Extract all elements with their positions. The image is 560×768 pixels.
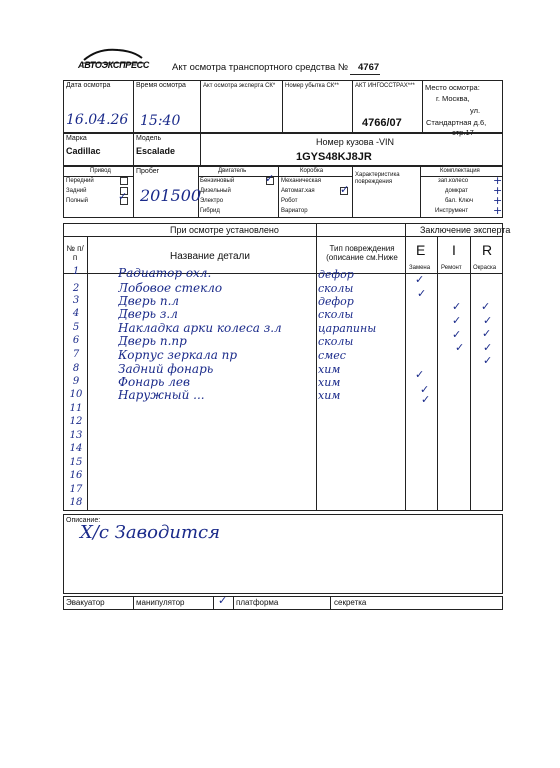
drive-full-check-icon: ✓ — [118, 190, 128, 203]
time-label: Время осмотра — [136, 82, 186, 89]
kit-tools-plus-icon: + — [493, 204, 503, 217]
damage-type: хим — [318, 363, 341, 376]
part-name: Наружный ... — [118, 388, 205, 402]
replace-check-icon: ✓ — [415, 368, 425, 381]
row-number: 15 — [69, 457, 83, 468]
part-name: Радиатор охл. — [118, 266, 212, 280]
gearbox-label: Коробка — [300, 168, 324, 174]
row-number: 7 — [72, 349, 80, 360]
row-number: 11 — [69, 403, 83, 414]
paint-check-icon: ✓ — [483, 341, 493, 354]
section-label: При осмотре установлено — [170, 225, 279, 235]
document-title: Акт осмотра транспортного средства № — [172, 62, 349, 73]
col-i-sub: Ремонт — [441, 265, 462, 271]
gearbox-auto-check-icon: ✓ — [340, 183, 350, 196]
place-street: ул. — [470, 106, 481, 115]
damage-type: хим — [318, 389, 341, 402]
col-r-header: R — [482, 242, 493, 258]
kit-spare-plus-icon: + — [493, 174, 503, 187]
col-e-header: E — [416, 242, 426, 258]
repair-check-icon: ✓ — [452, 328, 462, 341]
row-number: 6 — [72, 335, 80, 346]
col-i-header: I — [452, 242, 456, 258]
replace-check-icon: ✓ — [417, 287, 427, 300]
row-number: 1 — [72, 266, 80, 277]
damage-char-label: Характеристика повреждения — [355, 172, 400, 185]
gearbox-item-auto: Автомат.хая — [281, 188, 315, 194]
row-number: 14 — [69, 443, 83, 454]
row-number: 16 — [69, 470, 83, 481]
replace-check-icon: ✓ — [415, 273, 425, 286]
part-name: Дверь з.л — [118, 307, 178, 321]
mileage-label: Пробег — [136, 168, 160, 175]
col-e-sub: Замена — [409, 265, 431, 271]
kit-item-spare: зап.колесо — [438, 178, 469, 184]
drive-label: Привод — [90, 168, 111, 174]
row-number: 3 — [72, 295, 80, 306]
kit-label: Комплектация — [440, 168, 480, 174]
part-name: Лобовое стекло — [118, 281, 223, 295]
row-number: 10 — [69, 389, 83, 400]
act-number: 4767 — [358, 62, 380, 73]
repair-check-icon: ✓ — [452, 300, 462, 313]
damage-type: дефор — [318, 268, 354, 281]
gearbox-item-variator: Вариатор — [281, 208, 308, 214]
kit-jack-plus-icon: + — [493, 184, 503, 197]
place-label: Место осмотра: — [425, 83, 480, 92]
col-r-sub: Окраска — [473, 265, 497, 271]
row-number: 13 — [69, 430, 83, 441]
repair-check-icon: ✓ — [452, 314, 462, 327]
part-name: Фонарь лев — [118, 375, 190, 389]
damage-type: сколы — [318, 335, 354, 348]
ingos-value: 4766/07 — [362, 117, 402, 129]
row-number: 9 — [72, 376, 80, 387]
damage-type: царапины — [318, 322, 377, 335]
row-number: 2 — [72, 283, 80, 294]
ingos-label: АКТ ИНГОССТРАХ*** — [355, 83, 415, 89]
make-label: Марка — [66, 135, 87, 142]
col-no-header: № п/п — [66, 244, 84, 262]
paint-check-icon: ✓ — [482, 327, 492, 340]
conclusion-label: Заключение эксперта — [420, 225, 511, 235]
kit-item-jack: домкрат — [445, 188, 468, 194]
part-name: Задний фонарь — [118, 362, 214, 376]
paint-check-icon: ✓ — [483, 354, 493, 367]
place-city: г. Москва, — [436, 94, 470, 103]
damage-type: сколы — [318, 282, 354, 295]
replace-check-icon: ✓ — [421, 393, 431, 406]
secret-label: секретка — [334, 598, 367, 607]
damage-type: сколы — [318, 308, 354, 321]
mileage-value: 201500 — [140, 186, 202, 205]
paint-check-icon: ✓ — [481, 300, 491, 313]
evac-label: Эвакуатор — [66, 598, 105, 607]
description-text: Х/с Заводится — [80, 522, 221, 543]
platform-check-icon: ✓ — [218, 594, 228, 607]
damage-type: смес — [318, 349, 346, 362]
row-number: 17 — [69, 484, 83, 495]
engine-item-diesel: Дизельный — [200, 188, 231, 194]
damage-type: дефор — [318, 295, 354, 308]
expert-label: Акт осмотра эксперта СК* — [203, 83, 276, 89]
col-damage-header: Тип повреждения (описание см.Ниже — [326, 244, 398, 262]
part-name: Накладка арки колеса з.л — [118, 321, 282, 335]
gearbox-item-robot: Робот — [281, 198, 298, 204]
part-name: Дверь п.л — [118, 294, 180, 308]
row-number: 12 — [69, 416, 83, 427]
platform-label: платформа — [236, 598, 279, 607]
model-label: Модель — [136, 135, 162, 142]
gearbox-item-manual: Механическая — [281, 178, 322, 184]
vin-value: 1GYS48KJ8JR — [296, 151, 372, 163]
engine-label: Двигатель — [218, 168, 247, 174]
date-label: Дата осмотра — [66, 82, 111, 89]
engine-item-petrol: Бензиновый — [200, 178, 235, 184]
row-number: 4 — [72, 308, 80, 319]
damage-type: хим — [318, 376, 341, 389]
make-value: Cadillac — [66, 146, 101, 156]
kit-wrench-plus-icon: + — [493, 194, 503, 207]
date-value: 16.04.26 — [66, 112, 129, 128]
row-number: 5 — [72, 322, 80, 333]
engine-item-electro: Электро — [200, 198, 224, 204]
kit-item-tools: Инструмент — [435, 208, 469, 214]
place-address: Стандартная д.6, — [426, 118, 487, 127]
time-value: 15:40 — [140, 113, 181, 129]
replace-check-icon: ✓ — [420, 383, 430, 396]
logo-text: АВТОЭКСПРЕСС — [78, 60, 150, 70]
part-name: Корпус зеркала пр — [118, 348, 238, 362]
paint-check-icon: ✓ — [483, 314, 493, 327]
place-building: стр.17 — [452, 128, 474, 137]
model-value: Escalade — [136, 146, 176, 156]
part-name: Дверь п.пр — [118, 334, 187, 348]
description-label: Описание: — [66, 517, 101, 524]
drive-item-front: Передний — [66, 178, 94, 184]
logo — [78, 44, 148, 72]
repair-check-icon: ✓ — [455, 341, 465, 354]
drive-item-full: Полный — [66, 198, 88, 204]
drive-item-rear: Задний — [66, 188, 87, 194]
manip-label: манипулятор — [136, 598, 185, 607]
engine-item-hybrid: Гибрид — [200, 208, 220, 214]
row-number: 8 — [72, 363, 80, 374]
drive-front-checkbox[interactable] — [120, 177, 128, 185]
loss-label: Номер убытка СК** — [285, 83, 339, 89]
row-number: 18 — [69, 497, 83, 508]
footer-row — [63, 596, 503, 610]
vehicle-row — [63, 133, 503, 166]
engine-petrol-check-icon: ✓ — [265, 172, 275, 185]
vin-label: Номер кузова -VIN — [316, 137, 394, 147]
kit-item-wrench: бал. Ключ — [445, 198, 473, 204]
col-name-header: Название детали — [170, 251, 250, 262]
